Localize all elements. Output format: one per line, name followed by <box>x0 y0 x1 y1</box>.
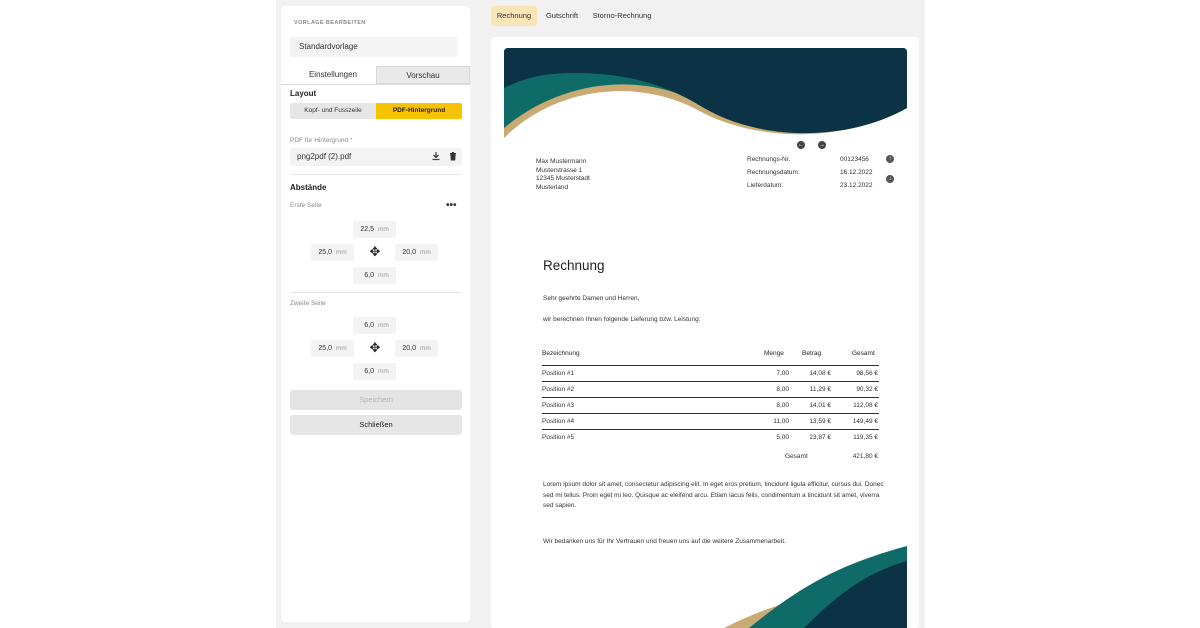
layout-option-header-footer[interactable]: Kopf- und Fusszeile <box>290 103 376 119</box>
move-arrows-icon: ✥ <box>369 244 381 259</box>
col-header-price: Betrag <box>802 350 822 357</box>
preview-card <box>491 37 919 628</box>
invoice-title: Rechnung <box>543 258 605 273</box>
section-divider <box>290 292 462 293</box>
table-row: Position #4 11,00 13,59 € 149,49 € <box>542 414 879 430</box>
close-button[interactable]: Schließen <box>290 415 462 435</box>
layout-title: Layout <box>290 89 317 98</box>
move-down-icon[interactable]: ↓ <box>886 175 894 183</box>
first-page-top-margin[interactable]: 22,5 mm <box>353 221 396 238</box>
save-button[interactable]: Speichern <box>290 390 462 410</box>
tab-settings[interactable]: Einstellungen <box>290 66 376 85</box>
first-page-bottom-margin[interactable]: 6,0 mm <box>353 267 396 284</box>
app-background <box>276 0 925 628</box>
table-row: Position #5 5,00 23,87 € 119,35 € <box>542 430 879 446</box>
recipient-address <box>536 158 590 193</box>
table-row: Position #2 8,00 11,29 € 90,32 € <box>542 382 879 398</box>
more-options-icon[interactable]: ••• <box>446 200 457 211</box>
second-page-right-margin[interactable]: 20,0 mm <box>395 340 438 357</box>
panel-tabs <box>281 66 470 84</box>
tab-credit-note[interactable]: Gutschrift <box>545 11 579 20</box>
footer-wave-graphic <box>504 543 907 628</box>
col-header-description: Bezeichnung <box>542 350 580 357</box>
template-name-input[interactable]: Standardvorlage <box>290 37 457 57</box>
first-page-label: Erste Seite <box>290 202 322 209</box>
tab-cancellation-invoice[interactable]: Storno-Rechnung <box>592 11 652 20</box>
second-page-bottom-margin[interactable]: 6,0 mm <box>353 363 396 380</box>
table-row: Position #1 7,00 14,08 € 98,56 € <box>542 366 879 382</box>
layout-option-pdf-background[interactable]: PDF-Hintergrund <box>376 103 462 119</box>
pdf-file-name: png2pdf (2).pdf <box>297 152 352 161</box>
first-page-right-margin[interactable]: 20,0 mm <box>395 244 438 261</box>
col-header-quantity: Menge <box>764 350 784 357</box>
arrow-left-icon[interactable]: ← <box>798 142 804 148</box>
address-line: Musterstrasse 1 <box>536 166 583 174</box>
template-editor-panel <box>281 6 470 622</box>
address-line: Musterland <box>536 184 569 192</box>
table-row: Position #3 8,00 14,01 € 112,08 € <box>542 398 879 414</box>
thanks-text: Wir bedanken uns für Ihr Vertrauen und freuen uns auf die weitere Zusammenarbeit. <box>543 538 786 545</box>
second-page-top-margin[interactable]: 6,0 mm <box>353 317 396 334</box>
grand-total-value: 421,80 € <box>852 453 878 460</box>
header-wave-graphic <box>504 48 907 143</box>
section-divider <box>290 174 462 175</box>
tab-preview[interactable]: Vorschau <box>376 66 470 84</box>
second-page-left-margin[interactable]: 25,0 mm <box>311 340 354 357</box>
invoice-page: ← → Max Mustermann Musterstrasse 1 12345 Musterstadt Musterland Rechnungs-Nr. 00123456 Rechnungsdatum: 16.12.2022 Lieferdatum: 23.12.2022 ↑ ↓ Rechnung Sehr geehrte Damen und Herren, wir berechnen Ihnen folgende Lieferung bzw. Leistung: Bezeichnung Menge Betrag Gesamt Position #1 7,00 14,08 € 98,56 € Position #2 8,00 11,29 € 90,32 € Position #3 8,00 14,01 € 112,08 € Position #4 11,00 13,59 € 149,49 € Position #5 5,00 23,87 € 119,35 € Gesamt 421,80 € Lorem ipsum dolor sit amet, consectetur adipiscing elit. In eget eros pretium, tincidunt ligula efficitur, cursus dui. Donec sed mi tellus. Proin eget mi leo. Quisque ac eleifend arcu. Etiam lacus felis, condimentum a tincidunt sit amet, viverra sed sapien. Wir bedanken uns für Ihr Vertrauen und freuen uns auf die weitere Zusammenarbeit. <box>504 48 907 628</box>
move-arrows-icon: ✥ <box>369 340 381 355</box>
pdf-file-field[interactable] <box>290 148 462 166</box>
arrow-right-icon[interactable]: → <box>819 142 825 148</box>
greeting-text: Sehr geehrte Damen und Herren, <box>543 295 640 302</box>
trash-icon[interactable] <box>447 151 459 163</box>
grand-total-label: Gesamt <box>785 453 808 460</box>
pdf-background-label: PDF für Hintergrund * <box>290 137 353 144</box>
intro-text: wir berechnen Ihnen folgende Lieferung bzw. Leistung: <box>543 316 701 323</box>
lorem-paragraph: Lorem ipsum dolor sit amet, consectetur adipiscing elit. In eget eros pretium, tincidunt ligula efficitur, cursus dui. Donec sed mi tellus. Proin eget mi leo. Quisque ac eleifend arcu. Etiam lacus felis, condimentum a tincidunt sit amet, viverra sed sapien. <box>543 481 884 509</box>
move-up-icon[interactable]: ↑ <box>886 155 894 163</box>
download-icon[interactable] <box>430 151 442 163</box>
second-page-label: Zweite Seite <box>290 300 326 307</box>
col-header-total: Gesamt <box>852 350 875 357</box>
address-line: Max Mustermann <box>536 158 587 165</box>
layout-segmented-control <box>290 103 462 119</box>
tabs-divider <box>281 84 470 85</box>
first-page-left-margin[interactable]: 25,0 mm <box>311 244 354 261</box>
address-line: 12345 Musterstadt <box>536 175 590 183</box>
spacing-title: Abstände <box>290 183 327 192</box>
panel-heading: VORLAGE BEARBEITEN <box>294 20 366 26</box>
tab-invoice[interactable]: Rechnung <box>491 6 537 26</box>
